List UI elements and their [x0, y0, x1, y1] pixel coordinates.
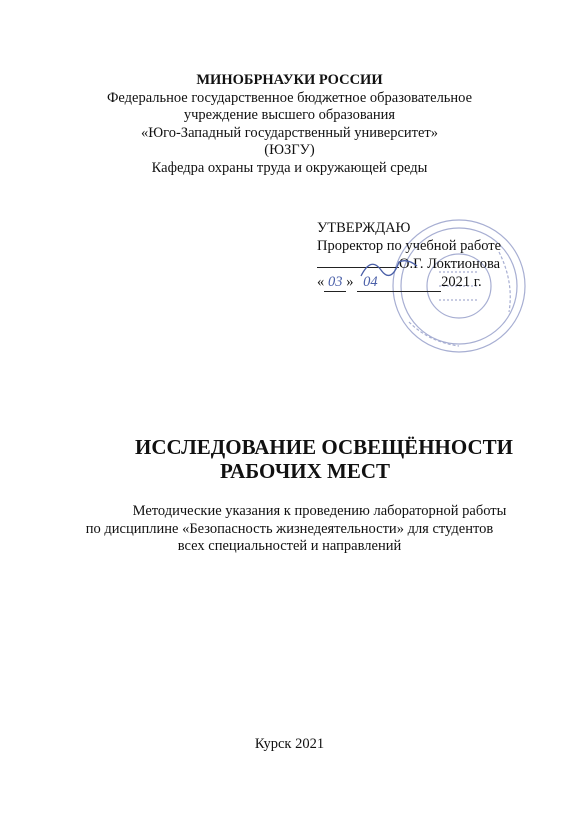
approve-label: УТВЕРЖДАЮ: [317, 220, 411, 236]
subtitle-line-1: Методические указания к проведению лабораторной работы: [132, 503, 507, 519]
approval-block: [289, 212, 539, 360]
document-subtitle: [0, 503, 579, 556]
subtitle-line-3: всех специальностей и направлений: [177, 538, 402, 554]
approval-day: 03: [324, 274, 346, 293]
approval-date-line: « 03 » 04 2021 г.: [317, 274, 539, 293]
institution-type: Федеральное государственное бюджетное образовательное: [106, 89, 473, 106]
institution-education: учреждение высшего образования: [183, 107, 396, 123]
title-line-1: ИССЛЕДОВАНИЕ ОСВЕЩЁННОСТИ: [135, 435, 513, 459]
signature-icon: [359, 252, 419, 280]
approval-text: [317, 220, 539, 292]
institution-header: [0, 72, 579, 177]
city-year: Курск 2021: [254, 736, 325, 752]
approver-name: О.Г. Локтионова: [399, 256, 501, 272]
subtitle-line-2: по дисциплине «Безопасность жизнедеятельности» для студентов: [85, 520, 494, 537]
approval-month: 04: [357, 274, 441, 293]
approval-year: 2021 г.: [441, 273, 482, 290]
university-name: «Юго-Западный государственный университет»: [140, 124, 439, 141]
university-abbr: (ЮЗГУ): [264, 142, 315, 158]
ministry-name: МИНОБРНАУКИ РОССИИ: [196, 72, 383, 88]
approver-name-line: [317, 255, 539, 274]
title-line-2: РАБОЧИХ МЕСТ: [220, 459, 391, 483]
document-title: [100, 435, 560, 483]
approver-position: Проректор по учебной работе: [317, 237, 502, 254]
department-name: Кафедра охраны труда и окружающей среды: [151, 159, 428, 176]
